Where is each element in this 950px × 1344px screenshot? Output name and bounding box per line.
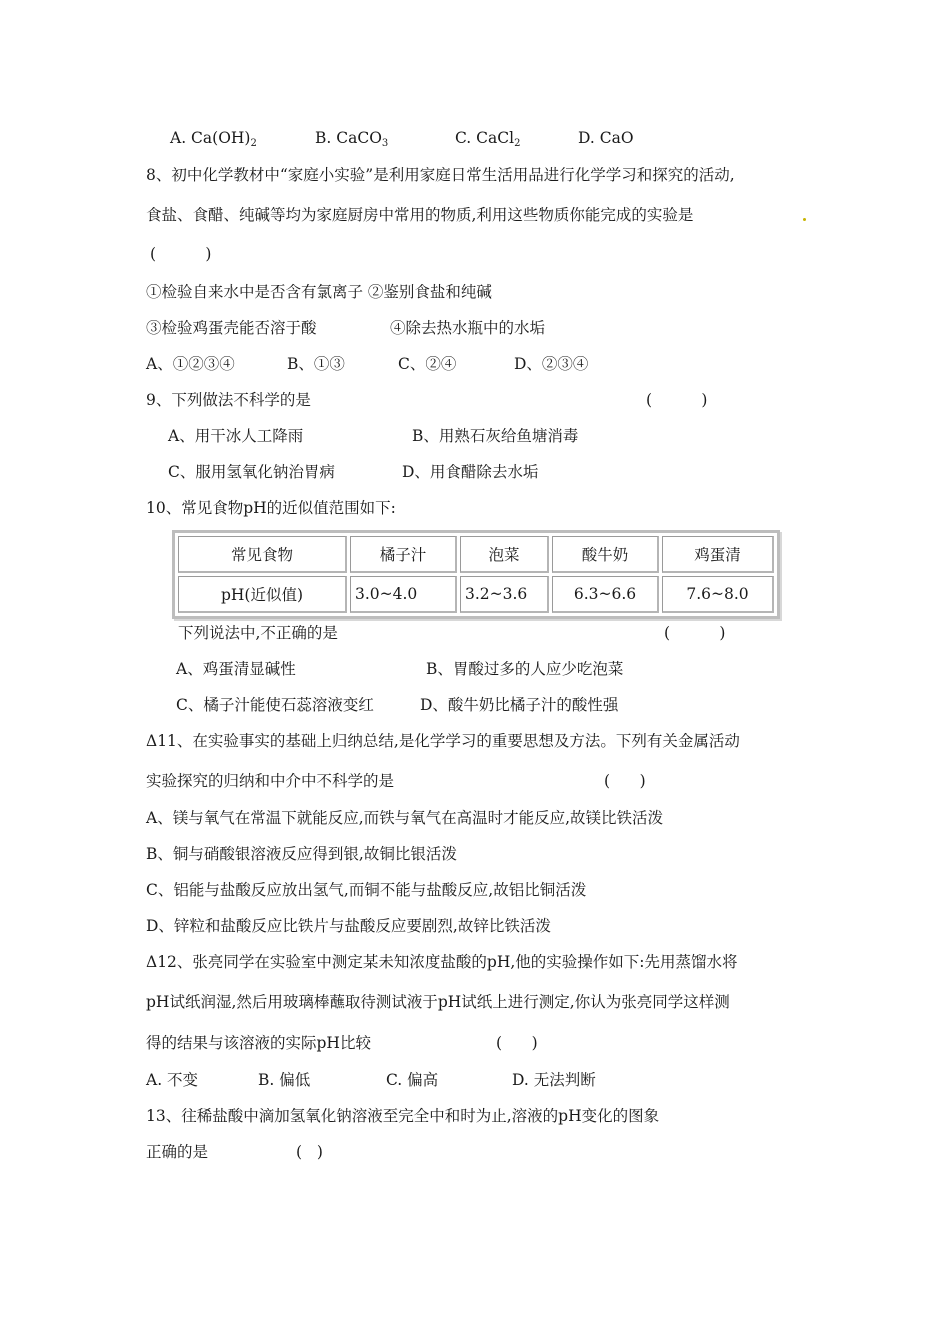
q12-option-d: D. 无法判断 — [512, 1071, 596, 1089]
table-header-cell: 橘子汁 — [350, 536, 457, 573]
table-cell: 6.3~6.6 — [552, 576, 659, 613]
mark-dot — [803, 218, 806, 221]
table-cell: 3.2~3.6 — [460, 576, 549, 613]
q10-stem: 10、常见食物pH的近似值范围如下: — [146, 499, 396, 517]
q8-stem-line2: 食盐、食醋、纯碱等均为家庭厨房中常用的物质,利用这些物质你能完成的实验是 — [146, 206, 694, 224]
q10-option-b: B、胃酸过多的人应少吃泡菜 — [426, 660, 624, 678]
table-header-cell: 常见食物 — [178, 536, 347, 573]
q8-option-c: C、②④ — [398, 355, 457, 373]
table-cell: pH(近似值) — [178, 576, 347, 613]
q9-option-c: C、服用氢氧化钠治胃病 — [168, 463, 335, 481]
q13-stem-line2: 正确的是 — [146, 1143, 209, 1161]
q11-answer-bracket: ( ) — [604, 772, 646, 790]
table-header-cell: 鸡蛋清 — [662, 536, 774, 573]
q11-option-c: C、铝能与盐酸反应放出氢气,而铜不能与盐酸反应,故铝比铜活泼 — [146, 881, 587, 899]
table-header-row — [178, 536, 774, 573]
q11-stem-line2: 实验探究的归纳和中介中不科学的是 — [146, 772, 395, 790]
q8-item-3: ③检验鸡蛋壳能否溶于酸 — [146, 319, 317, 337]
q12-option-a: A. 不变 — [146, 1071, 199, 1089]
q7-option-d: D. CaO — [578, 129, 634, 147]
table-row — [178, 576, 774, 613]
q8-stem-line1: 8、初中化学教材中“家庭小实验”是利用家庭日常生活用品进行化学学习和探究的活动, — [146, 166, 735, 184]
q10-option-c: C、橘子汁能使石蕊溶液变红 — [176, 696, 374, 714]
q11-stem-line1: Δ11、在实验事实的基础上归纳总结,是化学学习的重要思想及方法。下列有关金属活动 — [146, 732, 740, 750]
q11-option-d: D、锌粒和盐酸反应比铁片与盐酸反应要剧烈,故锌比铁活泼 — [146, 917, 551, 935]
q13-answer-bracket: ( ) — [296, 1143, 323, 1161]
q8-option-b: B、①③ — [287, 355, 345, 373]
q8-option-d: D、②③④ — [514, 355, 589, 373]
table-cell: 7.6~8.0 — [662, 576, 774, 613]
q8-item-1-2: ①检验自来水中是否含有氯离子 ②鉴别食盐和纯碱 — [146, 283, 492, 301]
q9-option-d: D、用食醋除去水垢 — [402, 463, 539, 481]
q12-stem-line2: pH试纸润湿,然后用玻璃棒蘸取待测试液于pH试纸上进行测定,你认为张亮同学这样测 — [146, 993, 730, 1011]
q7-option-b: B. CaCO$_3$ — [315, 129, 389, 149]
q9-option-a: A、用干冰人工降雨 — [168, 427, 304, 445]
q8-option-a: A、①②③④ — [146, 355, 235, 373]
ph-table — [172, 530, 780, 619]
q9-option-b: B、用熟石灰给鱼塘消毒 — [412, 427, 579, 445]
q12-option-b: B. 偏低 — [258, 1071, 311, 1089]
q7-option-a: A. $Ca(OH)_2$ — [170, 129, 257, 149]
q12-stem-line1: Δ12、张亮同学在实验室中测定某未知浓度盐酸的pH,他的实验操作如下:先用蒸馏水将 — [146, 953, 738, 971]
q9-answer-bracket: ( ) — [646, 391, 708, 409]
q7-option-c: C. CaCl$_2$ — [455, 129, 521, 149]
q8-item-4: ④除去热水瓶中的水垢 — [390, 319, 546, 337]
q10-question: 下列说法中,不正确的是 — [178, 624, 338, 642]
q10-option-a: A、鸡蛋清显碱性 — [176, 660, 296, 678]
q13-stem-line1: 13、往稀盐酸中滴加氢氧化钠溶液至完全中和时为止,溶液的pH变化的图象 — [146, 1107, 660, 1125]
table-header-cell: 泡菜 — [460, 536, 549, 573]
q10-option-d: D、酸牛奶比橘子汁的酸性强 — [420, 696, 619, 714]
q12-answer-bracket: ( ) — [496, 1034, 538, 1052]
q10-answer-bracket: ( ) — [664, 624, 726, 642]
q12-stem-line3: 得的结果与该溶液的实际pH比较 — [146, 1034, 371, 1052]
q11-option-b: B、铜与硝酸银溶液反应得到银,故铜比银活泼 — [146, 845, 457, 863]
table-cell: 3.0~4.0 — [350, 576, 457, 613]
q9-stem: 9、下列做法不科学的是 — [146, 391, 311, 409]
q11-option-a: A、镁与氧气在常温下就能反应,而铁与氧气在高温时才能反应,故镁比铁活泼 — [146, 809, 664, 827]
q12-option-c: C. 偏高 — [386, 1071, 439, 1089]
q8-answer-bracket: ( ) — [150, 245, 212, 263]
table-header-cell: 酸牛奶 — [552, 536, 659, 573]
